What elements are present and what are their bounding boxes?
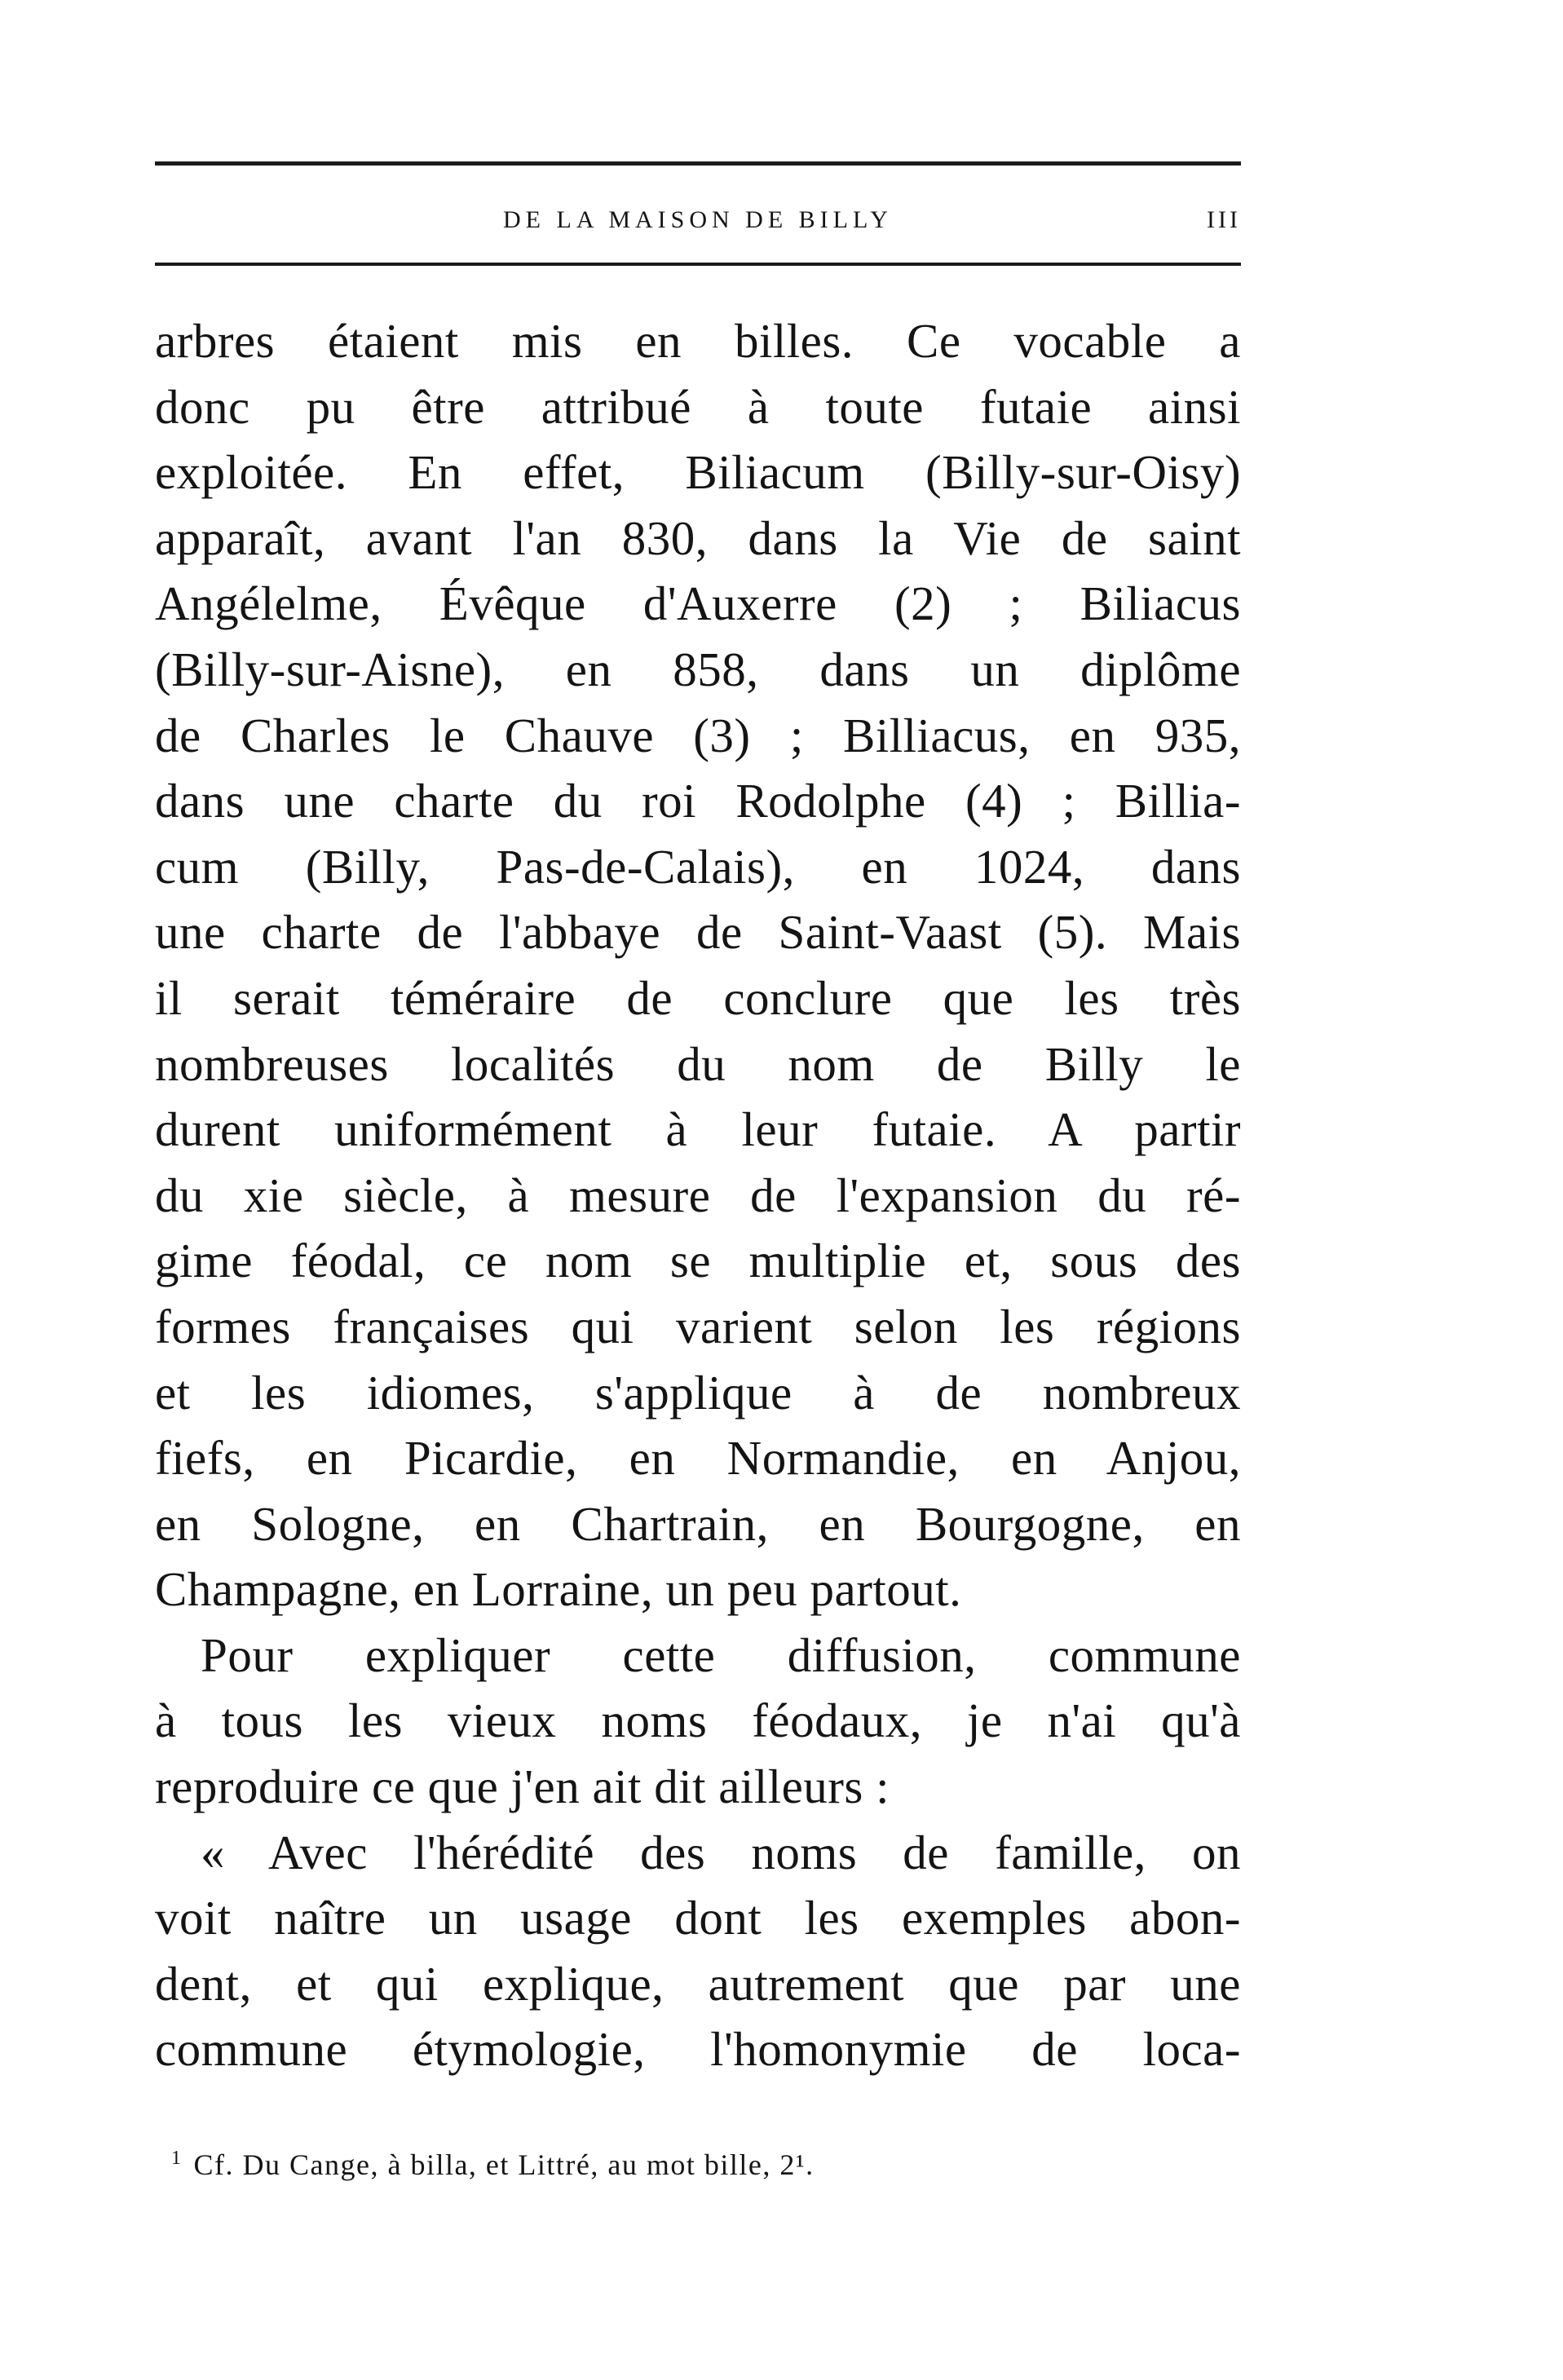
footnote-text: Cf. Du Cange, à billa, et Littré, au mot bille, 2¹. xyxy=(193,2148,815,2181)
text-line: Pour expliquer cette diffusion, commune xyxy=(201,1627,1241,1682)
text-line: formes françaises qui varient selon les régions xyxy=(155,1299,1241,1353)
header-top-rule xyxy=(155,161,1241,166)
text-line: nombreuses localités du nom de Billy le xyxy=(155,1036,1241,1091)
text-line: (Billy-sur-Aisne), en 858, dans un diplôme xyxy=(155,642,1241,696)
text-line: dent, et qui explique, autrement que par une xyxy=(155,1956,1241,2011)
text-line: reproduire ce que j'en ait dit ailleurs : xyxy=(155,1760,890,1814)
footnote-marker: 1 xyxy=(171,2148,183,2169)
text-line: il serait téméraire de conclure que les très xyxy=(155,970,1241,1025)
text-line: Angélelme, Évêque d'Auxerre (2) ; Biliacus xyxy=(155,576,1241,631)
text-line: dans une charte du roi Rodolphe (4) ; Billia- xyxy=(155,774,1241,828)
text-line: commune étymologie, l'homonymie de loca- xyxy=(155,2022,1241,2077)
text-line: et les idiomes, s'applique à de nombreux xyxy=(155,1365,1241,1420)
text-line: « Avec l'hérédité des noms de famille, on xyxy=(201,1825,1241,1879)
text-line: du xie siècle, à mesure de l'expansion du ré- xyxy=(155,1168,1241,1222)
text-line: en Sologne, en Chartrain, en Bourgogne, en xyxy=(155,1496,1241,1551)
text-line: apparaît, avant l'an 830, dans la Vie de saint xyxy=(155,510,1241,565)
header-bottom-rule xyxy=(155,263,1241,266)
text-line: donc pu être attribué à toute futaie ainsi xyxy=(155,379,1241,434)
running-title: DE LA MAISON DE BILLY xyxy=(503,206,893,233)
page-number: III xyxy=(1207,206,1241,233)
body-text xyxy=(155,308,1241,2082)
text-line: fiefs, en Picardie, en Normandie, en Anjou, xyxy=(155,1431,1241,1486)
text-line: Champagne, en Lorraine, un peu partout. xyxy=(155,1562,962,1617)
text-line: cum (Billy, Pas-de-Calais), en 1024, dans xyxy=(155,839,1241,894)
footnote xyxy=(171,2144,815,2185)
text-line: exploitée. En effet, Biliacum (Billy-sur-Oisy) xyxy=(155,445,1241,500)
text-line: arbres étaient mis en billes. Ce vocable a xyxy=(155,314,1241,368)
text-line: durent uniformément à leur futaie. A partir xyxy=(155,1102,1241,1157)
text-line: gime féodal, ce nom se multiplie et, sous des xyxy=(155,1234,1241,1288)
text-line: de Charles le Chauve (3) ; Billiacus, en 935, xyxy=(155,708,1241,762)
text-line: une charte de l'abbaye de Saint-Vaast (5). Mais xyxy=(155,905,1241,960)
running-head xyxy=(155,196,1241,245)
text-line: voit naître un usage dont les exemples abon- xyxy=(155,1891,1241,1945)
text-line: à tous les vieux noms féodaux, je n'ai qu'à xyxy=(155,1693,1241,1748)
